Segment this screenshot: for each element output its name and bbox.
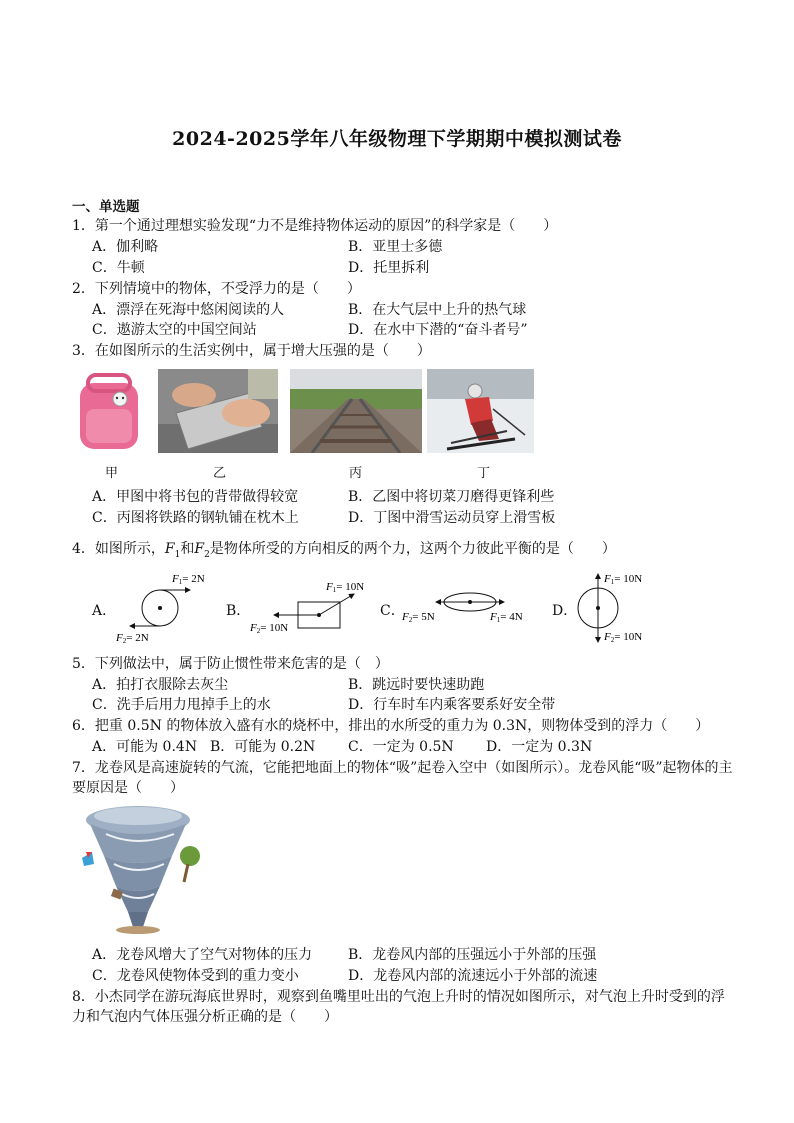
- caption-bing: 丙: [349, 466, 363, 481]
- q1-option-a: A．伽利略: [92, 239, 159, 255]
- question-1-stem: 1．第一个通过理想实验发现“力不是维持物体运动的原因”的科学家是（ ）: [72, 218, 558, 234]
- q7-option-c: C．龙卷风使物体受到的重力变小: [92, 968, 299, 984]
- q4-option-a: A．: [92, 603, 117, 619]
- q2-option-a: A．漂浮在死海中悠闲阅读的人: [92, 302, 285, 318]
- q6-option-a: A．可能为 0.4N: [92, 739, 198, 755]
- section-heading: 一、单选题: [72, 199, 140, 215]
- svg-text:F2= 10N: F2= 10N: [250, 622, 289, 635]
- question-7-stem-line1: 7．龙卷风是高速旋转的气流，它能把地面上的物体“吸”起卷入空中（如图所示）。龙卷风能“吸”起物体的主: [72, 760, 733, 776]
- railway-track-image: [290, 369, 422, 453]
- q1-option-d: D．托里拆利: [348, 260, 430, 276]
- q7-option-d: D．龙卷风内部的流速远小于外部的流速: [348, 968, 598, 984]
- q3-option-b: B．乙图中将切菜刀磨得更锋利些: [348, 489, 555, 505]
- question-8-stem-line2: 力和气泡内气体压强分析正确的是（ ）: [72, 1009, 338, 1025]
- q4-option-c: C．: [380, 603, 405, 619]
- q7-option-b: B．龙卷风内部的压强远小于外部的压强: [348, 947, 597, 963]
- caption-yi: 乙: [213, 466, 227, 481]
- tornado-image: [76, 800, 210, 936]
- svg-text:F2= 2N: F2= 2N: [116, 632, 149, 645]
- q1-option-c: C．牛顿: [92, 260, 145, 276]
- q3-option-a: A．甲图中将书包的背带做得较宽: [92, 489, 299, 505]
- q4-diagram-c: [398, 590, 542, 626]
- q6-option-c: C．一定为 0.5N: [348, 739, 454, 755]
- question-4-stem: 4．如图所示，$F_1$和$F_2$是物体所受的方向相反的两个力，这两个力彼此平衡的是（ ）: [72, 541, 616, 560]
- q4-option-b: B．: [226, 603, 251, 619]
- q4-diagram-b: [246, 574, 376, 640]
- q4-diagram-a: [108, 570, 218, 646]
- knife-sharpening-image: [158, 369, 278, 453]
- svg-text:F2= 10N: F2= 10N: [604, 631, 643, 644]
- q2-option-c: C．遨游太空的中国空间站: [92, 322, 257, 338]
- q4-diagram-d: [572, 568, 672, 648]
- q1-option-b: B．亚里士多德: [348, 239, 443, 255]
- backpack-image: [70, 369, 150, 453]
- caption-ding: 丁: [477, 466, 491, 481]
- q5-option-b: B．跳远时要快速助跑: [348, 677, 485, 693]
- question-2-stem: 2．下列情境中的物体，不受浮力的是（ ）: [72, 281, 361, 297]
- svg-text:F1= 4N: F1= 4N: [490, 611, 523, 624]
- q5-option-d: D．行车时车内乘客要系好安全带: [348, 697, 556, 713]
- q5-option-c: C．洗手后用力甩掉手上的水: [92, 697, 271, 713]
- question-8-stem-line1: 8．小杰同学在游玩海底世界时，观察到鱼嘴里吐出的气泡上升时的情况如图所示，对气泡上升时受到的浮: [72, 989, 725, 1005]
- svg-text:F2= 5N: F2= 5N: [402, 611, 435, 624]
- page-title: 2024-2025学年八年级物理下学期期中模拟测试卷: [172, 128, 622, 150]
- q2-option-b: B．在大气层中上升的热气球: [348, 302, 527, 318]
- q3-option-d: D．丁图中滑雪运动员穿上滑雪板: [348, 510, 556, 526]
- question-3-stem: 3．在如图所示的生活实例中，属于增大压强的是（ ）: [72, 343, 431, 359]
- svg-text:F1= 10N: F1= 10N: [604, 573, 643, 586]
- q3-option-c: C．丙图将铁路的钢轨铺在枕木上: [92, 510, 299, 526]
- svg-text:F1= 10N: F1= 10N: [326, 581, 365, 594]
- q5-option-a: A．拍打衣服除去灰尘: [92, 677, 229, 693]
- caption-jia: 甲: [105, 466, 119, 481]
- question-7-stem-line2: 要原因是（ ）: [72, 780, 184, 796]
- q7-option-a: A．龙卷风增大了空气对物体的压力: [92, 947, 313, 963]
- question-6-stem: 6．把重 0.5N 的物体放入盛有水的烧杯中，排出的水所受的重力为 0.3N，则物体受到的浮力（ ）: [72, 718, 710, 734]
- q6-option-b: B．可能为 0.2N: [210, 739, 316, 755]
- svg-text:F1= 2N: F1= 2N: [172, 573, 205, 586]
- q4-option-d: D．: [552, 603, 578, 619]
- q6-option-d: D．一定为 0.3N: [486, 739, 593, 755]
- q2-option-d: D．在水中下潜的“奋斗者号”: [348, 322, 528, 338]
- question-5-stem: 5．下列做法中，属于防止惯性带来危害的是（ ）: [72, 656, 389, 672]
- skier-image: [427, 369, 534, 453]
